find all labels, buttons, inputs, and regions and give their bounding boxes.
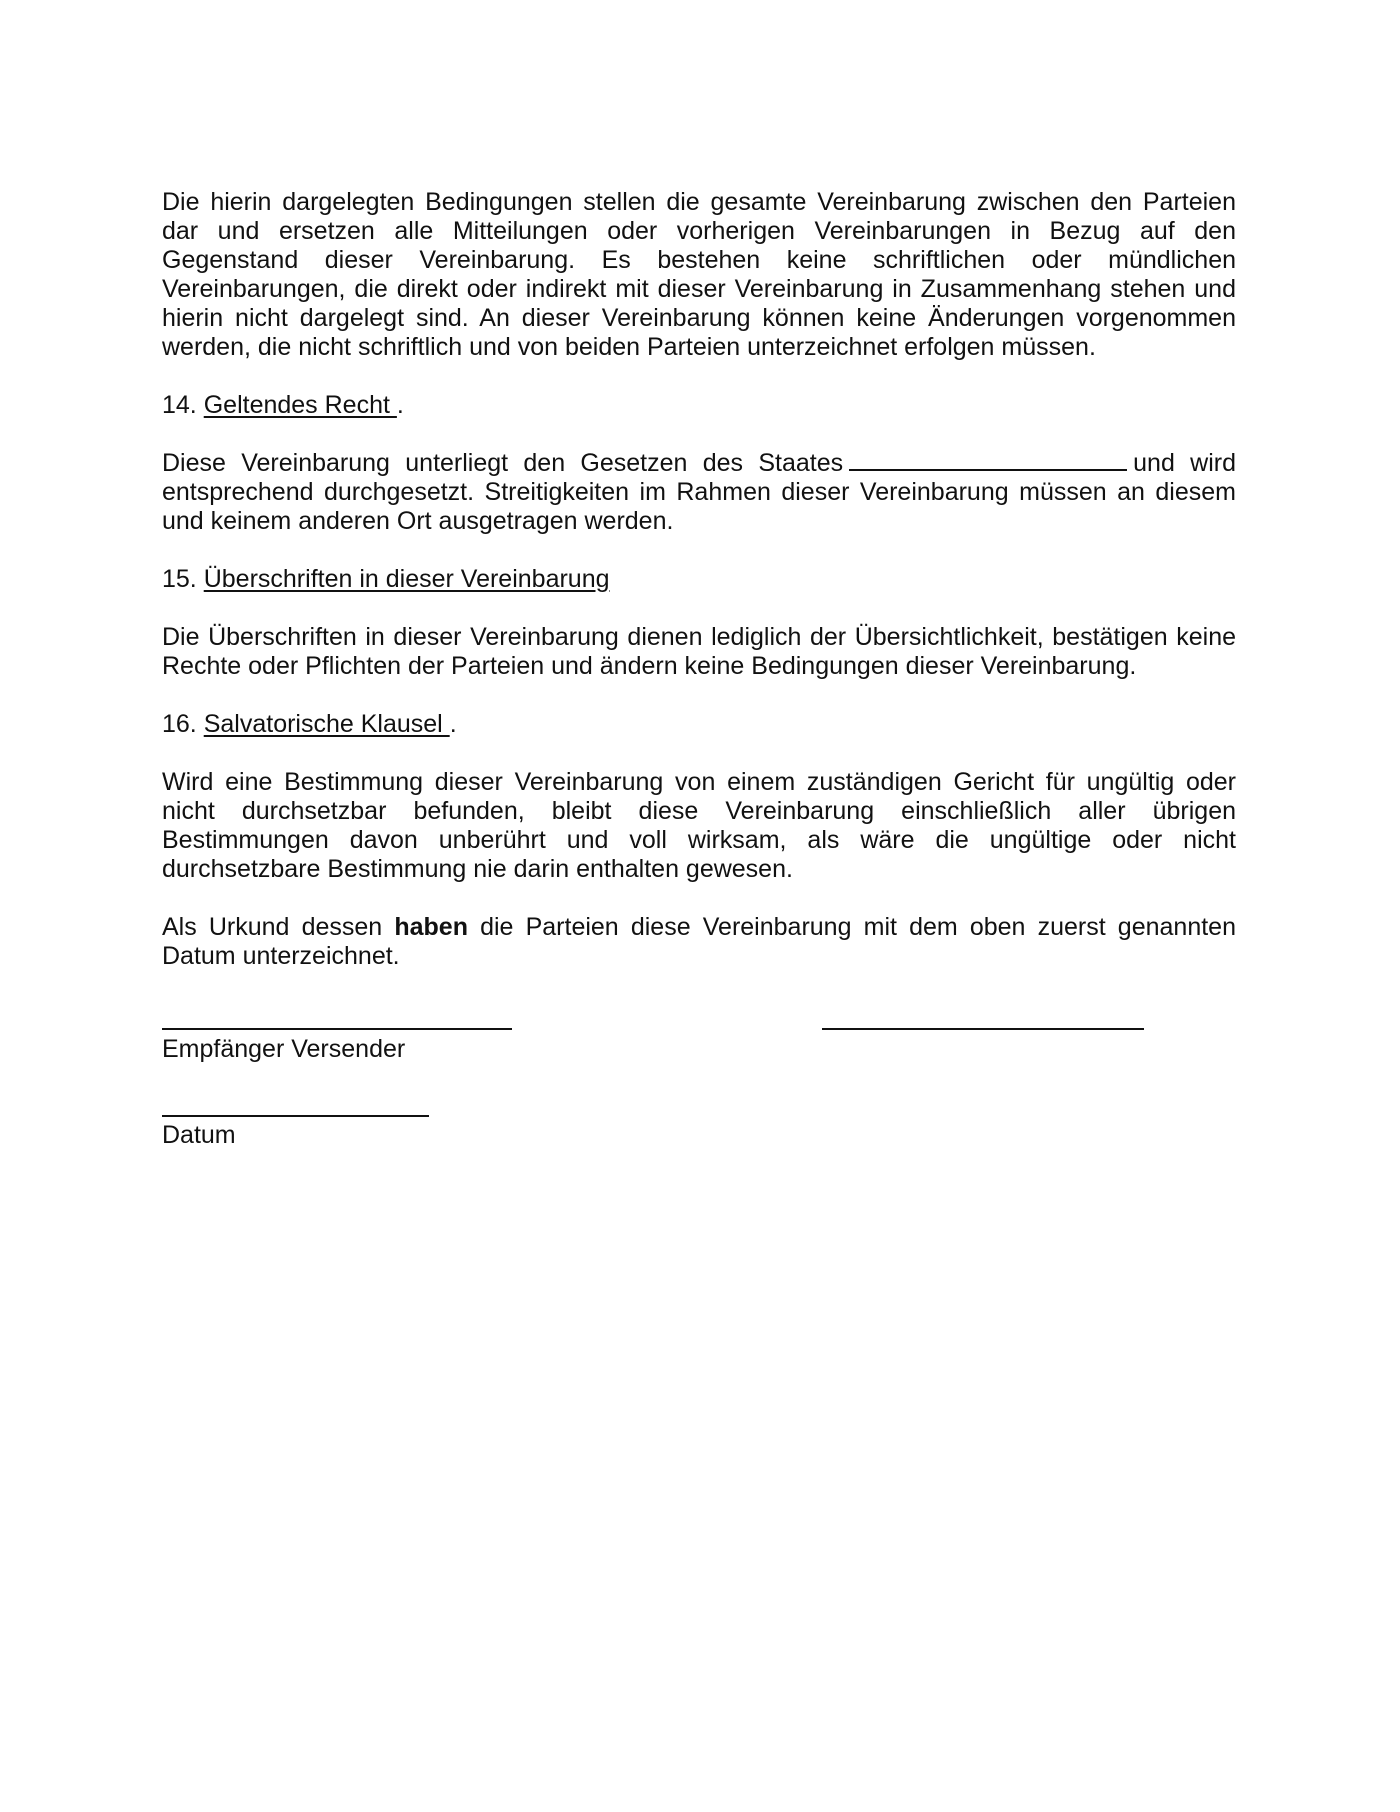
section-16-number: 16. [162,710,197,738]
date-signature-line [162,1115,429,1117]
state-blank-line [849,451,1127,471]
closing-paragraph [162,913,1236,971]
section-14-suffix: . [396,391,404,419]
section-16-text: Wird eine Bestimmung dieser Vereinbarung von einem zuständigen Gericht für ungültig oder nicht durchsetzbar befunden, bleibt diese Vereinbarung einschließlich aller übrigen Bestimmungen davon unberührt und voll wirksam, als wäre die ungültige oder nicht durchsetzbare Bestimmung nie darin enthalten gewesen. [162,768,1236,883]
intro-paragraph: Die hierin dargelegten Bedingungen stellen die gesamte Vereinbarung zwischen den Parteien dar und ersetzen alle Mitteilungen oder vorherigen Vereinbarungen in Bezug auf den Gegenstand dieser Vereinbarung. Es bestehen keine schriftlichen oder mündlichen Vereinbarungen, die direkt oder indirekt mit dieser Vereinbarung in Zusammenhang stehen und hierin nicht dargelegt sind. An dieser Vereinbarung können keine Änderungen vorgenommen werden, die nicht schriftlich und von beiden Parteien unterzeichnet erfolgen müssen. [162,188,1236,361]
date-label: Datum [162,1121,236,1149]
section-16-heading [162,710,1236,739]
signature-party-label: Empfänger Versender [162,1035,406,1063]
section-15-number: 15. [162,565,197,593]
section-14-text [162,449,1236,536]
recipient-signature-line [162,1028,512,1030]
section-15-title: Überschriften in dieser Vereinbarung [203,565,610,593]
section-14-text-before: Diese Vereinbarung unterliegt den Gesetzen des Staates [162,449,844,477]
section-14-heading [162,391,1236,420]
section-14-number: 14. [162,391,197,419]
sender-signature-line [822,1028,1144,1030]
closing-after-bold: die Parteien diese Vereinbarung mit dem oben zuerst genannten Datum unterzeichnet. [162,913,1236,970]
document-page [162,188,1236,971]
section-16-title: Salvatorische Klausel [203,710,450,738]
section-15-heading [162,565,1236,594]
closing-bold-word: haben [394,913,468,941]
section-15-text: Die Überschriften in dieser Vereinbarung dienen lediglich der Übersichtlichkeit, bestätigen keine Rechte oder Pflichten der Parteien und ändern keine Bedingungen dieser Vereinbarung. [162,623,1236,680]
section-14-text-after: und wird entsprechend durchgesetzt. Streitigkeiten im Rahmen dieser Vereinbarung müssen an diesem und keinem anderen Ort ausgetragen werden. [162,449,1236,535]
section-14-title: Geltendes Recht [203,391,397,419]
section-16-suffix: . [449,710,457,738]
closing-before-bold: Als Urkund dessen [162,913,395,941]
